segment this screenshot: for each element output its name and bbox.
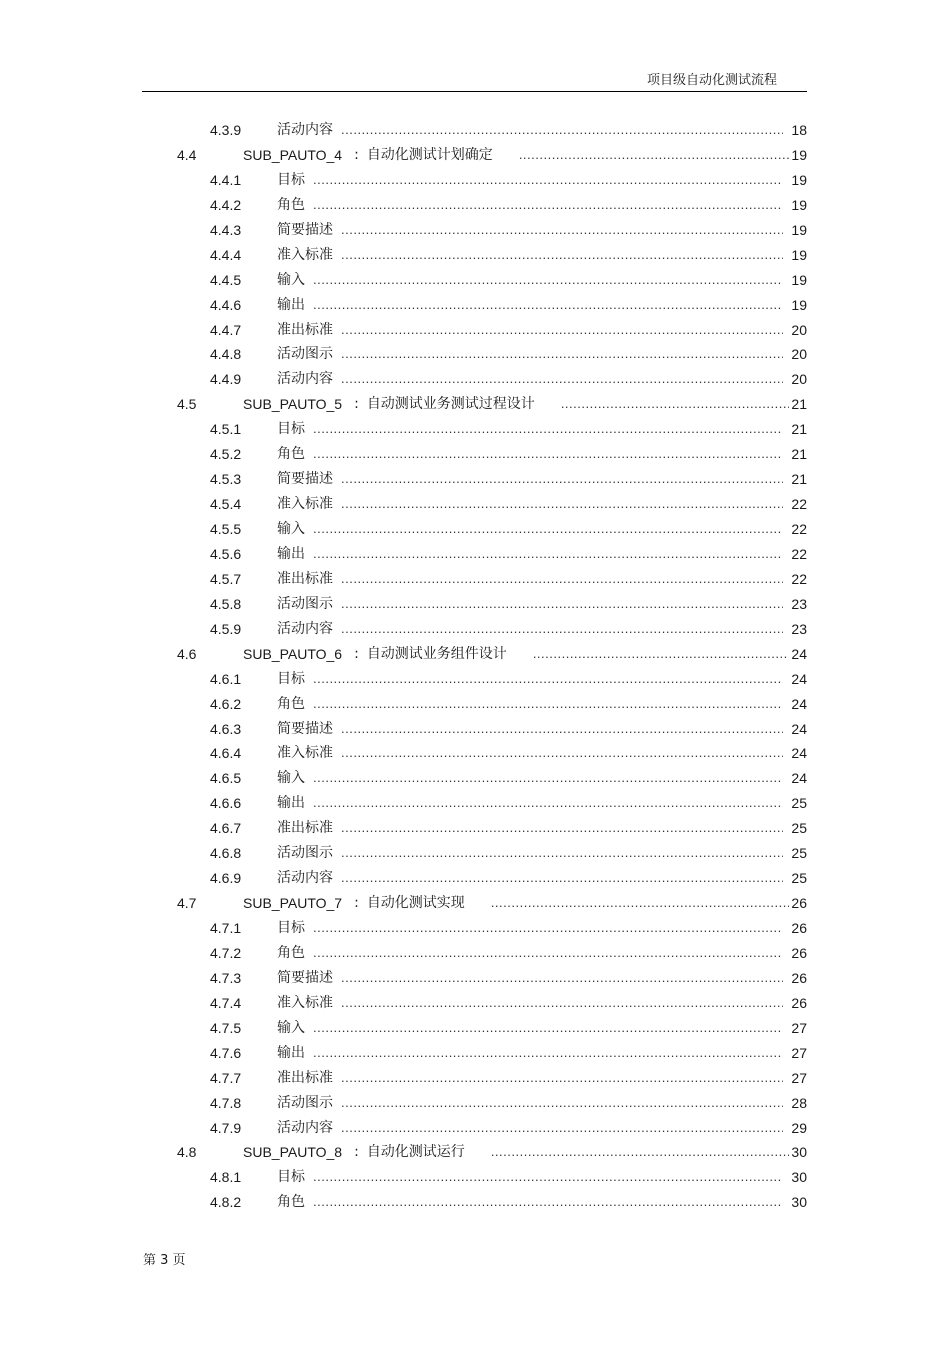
toc-entry-number: 4.4.3 — [210, 221, 242, 238]
toc-entry-number: 4.4.1 — [210, 171, 242, 188]
toc-entry-title-line — [277, 467, 807, 492]
toc-subsection-row[interactable] — [0, 841, 950, 866]
toc-entry-title: 角色 — [277, 196, 305, 213]
toc-entry-number: 4.7.9 — [210, 1119, 242, 1136]
toc-entry-number: 4.6.4 — [210, 745, 242, 762]
toc-entry-number: 4.6.9 — [210, 870, 242, 887]
toc-entry-title-line — [277, 866, 807, 891]
toc-entry-page: 22 — [791, 545, 807, 562]
toc-entry-number: 4.7.8 — [210, 1094, 242, 1111]
toc-entry-page: 19 — [791, 221, 807, 238]
toc-entry-page: 22 — [791, 570, 807, 587]
toc-entry-title-line — [277, 542, 807, 567]
toc-subsection-row[interactable] — [0, 717, 950, 742]
toc-entry-separator: : — [354, 146, 359, 163]
toc-dot-leader — [341, 492, 783, 517]
toc-section-row[interactable] — [0, 1140, 950, 1165]
page-header-title: 项目级自动化测试流程 — [646, 73, 777, 88]
toc-entry-page: 19 — [791, 196, 807, 213]
toc-subsection-row[interactable] — [0, 342, 950, 367]
toc-dot-leader — [313, 168, 783, 193]
toc-entry-separator: : — [354, 645, 359, 662]
toc-entry-number: 4.4.4 — [210, 246, 242, 263]
toc-subsection-row[interactable] — [0, 1116, 950, 1141]
toc-entry-number: 4.6.8 — [210, 845, 242, 862]
toc-entry-title-line — [243, 1140, 807, 1165]
toc-entry-page: 25 — [791, 795, 807, 812]
toc-entry-number: 4.6 — [177, 645, 197, 662]
toc-entry-title-line — [277, 1066, 807, 1091]
toc-section-row[interactable] — [0, 143, 950, 168]
toc-entry-title-line — [277, 1190, 807, 1215]
toc-entry-page: 18 — [791, 122, 807, 138]
toc-entry-page: 23 — [791, 595, 807, 612]
toc-entry-page: 21 — [791, 396, 807, 413]
toc-entry-title-line — [277, 492, 807, 517]
toc-subsection-row[interactable] — [0, 517, 950, 542]
toc-entry-title-line — [277, 567, 807, 592]
toc-entry-number: 4.5.7 — [210, 570, 242, 587]
toc-entry-code: SUB_PAUTO_7 — [243, 895, 343, 912]
toc-entry-number: 4.6.5 — [210, 770, 242, 787]
toc-entry-title-line — [277, 1165, 807, 1190]
toc-entry-title-line — [243, 891, 807, 916]
toc-entry-page: 26 — [791, 969, 807, 986]
toc-entry-title: 输出 — [277, 1044, 305, 1061]
toc-entry-title-line — [277, 592, 807, 617]
toc-entry-page: 24 — [791, 745, 807, 762]
toc-entry-title-line — [277, 218, 807, 243]
toc-entry-page: 19 — [791, 146, 807, 163]
toc-entry-page: 19 — [791, 296, 807, 313]
toc-entry-title: 准入标准 — [277, 994, 333, 1011]
toc-entry-title-line — [277, 442, 807, 467]
toc-entry-number: 4.5.5 — [210, 521, 242, 537]
toc-entry-page: 21 — [791, 446, 807, 463]
toc-entry-number: 4.3.9 — [210, 122, 242, 138]
toc-entry-title: 活动图示 — [277, 595, 333, 612]
toc-subsection-row[interactable] — [0, 118, 950, 143]
toc-entry-title: 准出标准 — [277, 820, 333, 837]
toc-entry-title-line — [277, 692, 807, 717]
toc-entry-page: 25 — [791, 870, 807, 887]
toc-entry-number: 4.5.6 — [210, 545, 242, 562]
toc-entry-title-line — [277, 1016, 807, 1041]
toc-entry-title-line — [277, 318, 807, 343]
toc-dot-leader — [341, 1066, 783, 1091]
toc-entry-title: 活动图示 — [277, 1094, 333, 1111]
toc-entry-title-line — [277, 667, 807, 692]
toc-entry-title-line — [277, 243, 807, 268]
toc-entry-page: 27 — [791, 1044, 807, 1061]
toc-subsection-row[interactable] — [0, 592, 950, 617]
toc-entry-number: 4.7.3 — [210, 969, 242, 986]
toc-dot-leader — [313, 1016, 783, 1041]
toc-entry-title-line — [277, 766, 807, 791]
toc-entry-title-line — [277, 941, 807, 966]
toc-entry-page: 26 — [791, 944, 807, 961]
toc-entry-number: 4.6.7 — [210, 820, 242, 837]
toc-dot-leader — [341, 467, 783, 492]
toc-dot-leader — [313, 417, 783, 442]
toc-entry-page: 23 — [791, 620, 807, 637]
toc-entry-page: 21 — [791, 471, 807, 488]
toc-entry-number: 4.8.1 — [210, 1169, 242, 1186]
toc-section-row[interactable] — [0, 392, 950, 417]
toc-entry-title: 简要描述 — [277, 471, 333, 488]
toc-entry-title-line — [277, 1041, 807, 1066]
toc-dot-leader — [341, 741, 783, 766]
toc-dot-leader — [341, 1091, 783, 1116]
header-divider — [142, 91, 807, 92]
toc-subsection-row[interactable] — [0, 293, 950, 318]
toc-entry-number: 4.4 — [177, 146, 197, 163]
toc-dot-leader — [313, 1041, 783, 1066]
toc-dot-leader — [561, 392, 789, 417]
toc-entry-number: 4.5 — [177, 396, 197, 413]
toc-dot-leader — [491, 1140, 789, 1165]
toc-entry-title: 简要描述 — [277, 720, 333, 737]
toc-entry-title: 自动测试业务测试过程设计 — [366, 396, 535, 413]
toc-subsection-row[interactable] — [0, 417, 950, 442]
toc-entry-title-line — [277, 1091, 807, 1116]
toc-entry-title: 输入 — [277, 1019, 305, 1036]
toc-entry-page: 24 — [791, 645, 807, 662]
toc-dot-leader — [313, 442, 783, 467]
toc-dot-leader — [313, 941, 783, 966]
toc-entry-title: 活动图示 — [277, 845, 333, 862]
toc-subsection-row[interactable] — [0, 692, 950, 717]
toc-entry-title: 输出 — [277, 296, 305, 313]
toc-entry-page: 19 — [791, 246, 807, 263]
toc-entry-title-line — [243, 392, 807, 417]
toc-entry-code: SUB_PAUTO_8 — [243, 1144, 343, 1161]
toc-entry-title: 目标 — [277, 920, 305, 936]
toc-entry-page: 25 — [791, 820, 807, 837]
toc-entry-page: 20 — [791, 371, 807, 388]
toc-entry-page: 22 — [791, 496, 807, 513]
toc-dot-leader — [341, 816, 783, 841]
toc-subsection-row[interactable] — [0, 542, 950, 567]
toc-entry-code: SUB_PAUTO_4 — [243, 146, 343, 163]
toc-subsection-row[interactable] — [0, 193, 950, 218]
toc-entry-title-line — [277, 916, 807, 941]
toc-entry-title-line — [277, 741, 807, 766]
toc-entry-title: 准入标准 — [277, 246, 333, 263]
toc-entry-title-line — [243, 143, 807, 168]
toc-subsection-row[interactable] — [0, 791, 950, 816]
toc-entry-page: 24 — [791, 695, 807, 712]
toc-entry-title-line — [277, 816, 807, 841]
toc-entry-page: 30 — [791, 1144, 807, 1161]
toc-subsection-row[interactable] — [0, 1091, 950, 1116]
toc-entry-page: 26 — [791, 994, 807, 1011]
toc-entry-title-line — [277, 617, 807, 642]
toc-entry-title-line — [277, 293, 807, 318]
toc-subsection-row[interactable] — [0, 168, 950, 193]
toc-entry-title: 准入标准 — [277, 745, 333, 762]
toc-subsection-row[interactable] — [0, 916, 950, 941]
toc-entry-number: 4.8.2 — [210, 1194, 242, 1211]
toc-entry-number: 4.5.2 — [210, 446, 242, 463]
toc-dot-leader — [519, 143, 789, 168]
toc-entry-title: 简要描述 — [277, 969, 333, 986]
toc-entry-title: 输入 — [277, 521, 305, 537]
toc-entry-title: 活动内容 — [277, 870, 333, 887]
toc-entry-title-line — [277, 268, 807, 293]
toc-entry-page: 19 — [791, 271, 807, 288]
toc-entry-title: 活动内容 — [277, 1119, 333, 1136]
toc-dot-leader — [313, 766, 783, 791]
toc-dot-leader — [313, 268, 783, 293]
toc-entry-number: 4.7.4 — [210, 994, 242, 1011]
toc-dot-leader — [341, 617, 783, 642]
toc-subsection-row[interactable] — [0, 866, 950, 891]
toc-entry-title: 目标 — [277, 421, 305, 438]
toc-entry-title: 角色 — [277, 1194, 305, 1211]
toc-dot-leader — [341, 218, 783, 243]
toc-entry-page: 26 — [791, 895, 807, 912]
toc-entry-title-line — [277, 367, 807, 392]
toc-entry-page: 21 — [791, 421, 807, 438]
toc-entry-title: 角色 — [277, 944, 305, 961]
toc-entry-number: 4.6.6 — [210, 795, 242, 812]
toc-entry-page: 28 — [791, 1094, 807, 1111]
toc-subsection-row[interactable] — [0, 442, 950, 467]
toc-entry-number: 4.4.9 — [210, 371, 242, 388]
toc-entry-title: 自动化测试计划确定 — [366, 146, 493, 163]
toc-entry-title-line — [277, 991, 807, 1016]
toc-entry-title: 准出标准 — [277, 570, 333, 587]
toc-subsection-row[interactable] — [0, 567, 950, 592]
toc-dot-leader — [341, 841, 783, 866]
toc-entry-page: 20 — [791, 346, 807, 363]
toc-dot-leader — [313, 692, 783, 717]
table-of-contents — [0, 118, 950, 1215]
toc-entry-title: 自动测试业务组件设计 — [366, 645, 507, 662]
toc-subsection-row[interactable] — [0, 467, 950, 492]
toc-entry-title-line — [277, 1116, 807, 1141]
toc-entry-title-line — [277, 193, 807, 218]
toc-subsection-row[interactable] — [0, 1066, 950, 1091]
toc-entry-page: 19 — [791, 171, 807, 188]
toc-entry-title: 活动内容 — [277, 122, 333, 138]
toc-subsection-row[interactable] — [0, 367, 950, 392]
toc-entry-number: 4.5.3 — [210, 471, 242, 488]
toc-entry-number: 4.5.9 — [210, 620, 242, 637]
toc-entry-title-line — [277, 342, 807, 367]
toc-section-row[interactable] — [0, 891, 950, 916]
toc-subsection-row[interactable] — [0, 941, 950, 966]
toc-entry-title: 目标 — [277, 1169, 305, 1186]
toc-entry-number: 4.4.5 — [210, 271, 242, 288]
toc-dot-leader — [533, 642, 789, 667]
toc-entry-number: 4.4.6 — [210, 296, 242, 313]
toc-dot-leader — [341, 367, 783, 392]
toc-dot-leader — [341, 243, 783, 268]
toc-entry-number: 4.7.7 — [210, 1069, 242, 1086]
toc-entry-title: 目标 — [277, 670, 305, 687]
toc-entry-separator: : — [354, 396, 359, 413]
toc-entry-number: 4.6.2 — [210, 695, 242, 712]
toc-entry-number: 4.5.4 — [210, 496, 242, 513]
toc-dot-leader — [313, 1165, 783, 1190]
toc-dot-leader — [341, 592, 783, 617]
toc-entry-page: 29 — [791, 1119, 807, 1136]
toc-entry-page: 24 — [791, 720, 807, 737]
toc-subsection-row[interactable] — [0, 1165, 950, 1190]
toc-entry-number: 4.4.2 — [210, 196, 242, 213]
toc-entry-separator: : — [354, 895, 359, 912]
toc-entry-page: 27 — [791, 1019, 807, 1036]
toc-entry-title: 输入 — [277, 271, 305, 288]
toc-entry-code: SUB_PAUTO_6 — [243, 645, 343, 662]
toc-entry-title: 角色 — [277, 446, 305, 463]
toc-subsection-row[interactable] — [0, 991, 950, 1016]
toc-dot-leader — [341, 318, 783, 343]
toc-dot-leader — [313, 791, 783, 816]
toc-entry-page: 30 — [791, 1169, 807, 1186]
toc-entry-page: 26 — [791, 920, 807, 936]
toc-subsection-row[interactable] — [0, 492, 950, 517]
toc-entry-code: SUB_PAUTO_5 — [243, 396, 343, 413]
toc-entry-page: 25 — [791, 845, 807, 862]
toc-entry-number: 4.7.2 — [210, 944, 242, 961]
toc-entry-title: 自动化测试运行 — [366, 1144, 465, 1161]
toc-subsection-row[interactable] — [0, 766, 950, 791]
page-number-footer: 第 3 页 — [143, 1253, 186, 1268]
toc-entry-title-line — [277, 717, 807, 742]
toc-entry-number: 4.5.1 — [210, 421, 242, 438]
toc-entry-title-line — [277, 791, 807, 816]
toc-entry-title: 准出标准 — [277, 321, 333, 338]
toc-subsection-row[interactable] — [0, 966, 950, 991]
toc-entry-number: 4.4.8 — [210, 346, 242, 363]
toc-entry-title-line — [277, 118, 807, 143]
toc-dot-leader — [341, 342, 783, 367]
toc-entry-title-line — [277, 168, 807, 193]
toc-entry-title: 自动化测试实现 — [366, 895, 465, 912]
toc-entry-page: 22 — [791, 521, 807, 537]
toc-dot-leader — [313, 667, 783, 692]
toc-subsection-row[interactable] — [0, 1041, 950, 1066]
toc-dot-leader — [491, 891, 789, 916]
toc-dot-leader — [341, 866, 783, 891]
toc-subsection-row[interactable] — [0, 617, 950, 642]
toc-subsection-row[interactable] — [0, 318, 950, 343]
toc-subsection-row[interactable] — [0, 1190, 950, 1215]
toc-dot-leader — [341, 118, 783, 143]
toc-entry-number: 4.7.1 — [210, 920, 242, 936]
toc-dot-leader — [313, 193, 783, 218]
toc-entry-title: 角色 — [277, 695, 305, 712]
toc-entry-title: 活动内容 — [277, 620, 333, 637]
toc-dot-leader — [341, 567, 783, 592]
toc-entry-number: 4.5.8 — [210, 595, 242, 612]
toc-entry-title: 输出 — [277, 545, 305, 562]
toc-dot-leader — [313, 916, 783, 941]
toc-entry-title-line — [277, 417, 807, 442]
toc-entry-title-line — [243, 642, 807, 667]
toc-entry-page: 24 — [791, 770, 807, 787]
toc-subsection-row[interactable] — [0, 667, 950, 692]
toc-entry-page: 20 — [791, 321, 807, 338]
toc-dot-leader — [313, 1190, 783, 1215]
toc-entry-title: 准入标准 — [277, 496, 333, 513]
toc-entry-page: 30 — [791, 1194, 807, 1211]
toc-entry-title: 输出 — [277, 795, 305, 812]
toc-entry-number: 4.6.3 — [210, 720, 242, 737]
toc-subsection-row[interactable] — [0, 218, 950, 243]
toc-dot-leader — [313, 293, 783, 318]
toc-entry-number: 4.7.5 — [210, 1019, 242, 1036]
toc-entry-title: 简要描述 — [277, 221, 333, 238]
toc-dot-leader — [341, 717, 783, 742]
toc-subsection-row[interactable] — [0, 816, 950, 841]
toc-entry-number: 4.7.6 — [210, 1044, 242, 1061]
toc-dot-leader — [313, 517, 783, 542]
toc-dot-leader — [313, 542, 783, 567]
toc-entry-number: 4.6.1 — [210, 670, 242, 687]
toc-subsection-row[interactable] — [0, 243, 950, 268]
toc-entry-page: 24 — [791, 670, 807, 687]
toc-entry-number: 4.7 — [177, 895, 197, 912]
toc-subsection-row[interactable] — [0, 1016, 950, 1041]
toc-entry-number: 4.8 — [177, 1144, 197, 1161]
toc-entry-number: 4.4.7 — [210, 321, 242, 338]
toc-dot-leader — [341, 966, 783, 991]
toc-subsection-row[interactable] — [0, 268, 950, 293]
toc-section-row[interactable] — [0, 642, 950, 667]
toc-entry-separator: : — [354, 1144, 359, 1161]
toc-dot-leader — [341, 991, 783, 1016]
toc-entry-title: 活动图示 — [277, 346, 333, 363]
toc-entry-title: 活动内容 — [277, 371, 333, 388]
toc-subsection-row[interactable] — [0, 741, 950, 766]
toc-entry-title: 准出标准 — [277, 1069, 333, 1086]
toc-entry-title-line — [277, 517, 807, 542]
toc-entry-title-line — [277, 966, 807, 991]
toc-entry-page: 27 — [791, 1069, 807, 1086]
toc-entry-title: 输入 — [277, 770, 305, 787]
toc-entry-title: 目标 — [277, 171, 305, 188]
toc-dot-leader — [341, 1116, 783, 1141]
toc-entry-title-line — [277, 841, 807, 866]
